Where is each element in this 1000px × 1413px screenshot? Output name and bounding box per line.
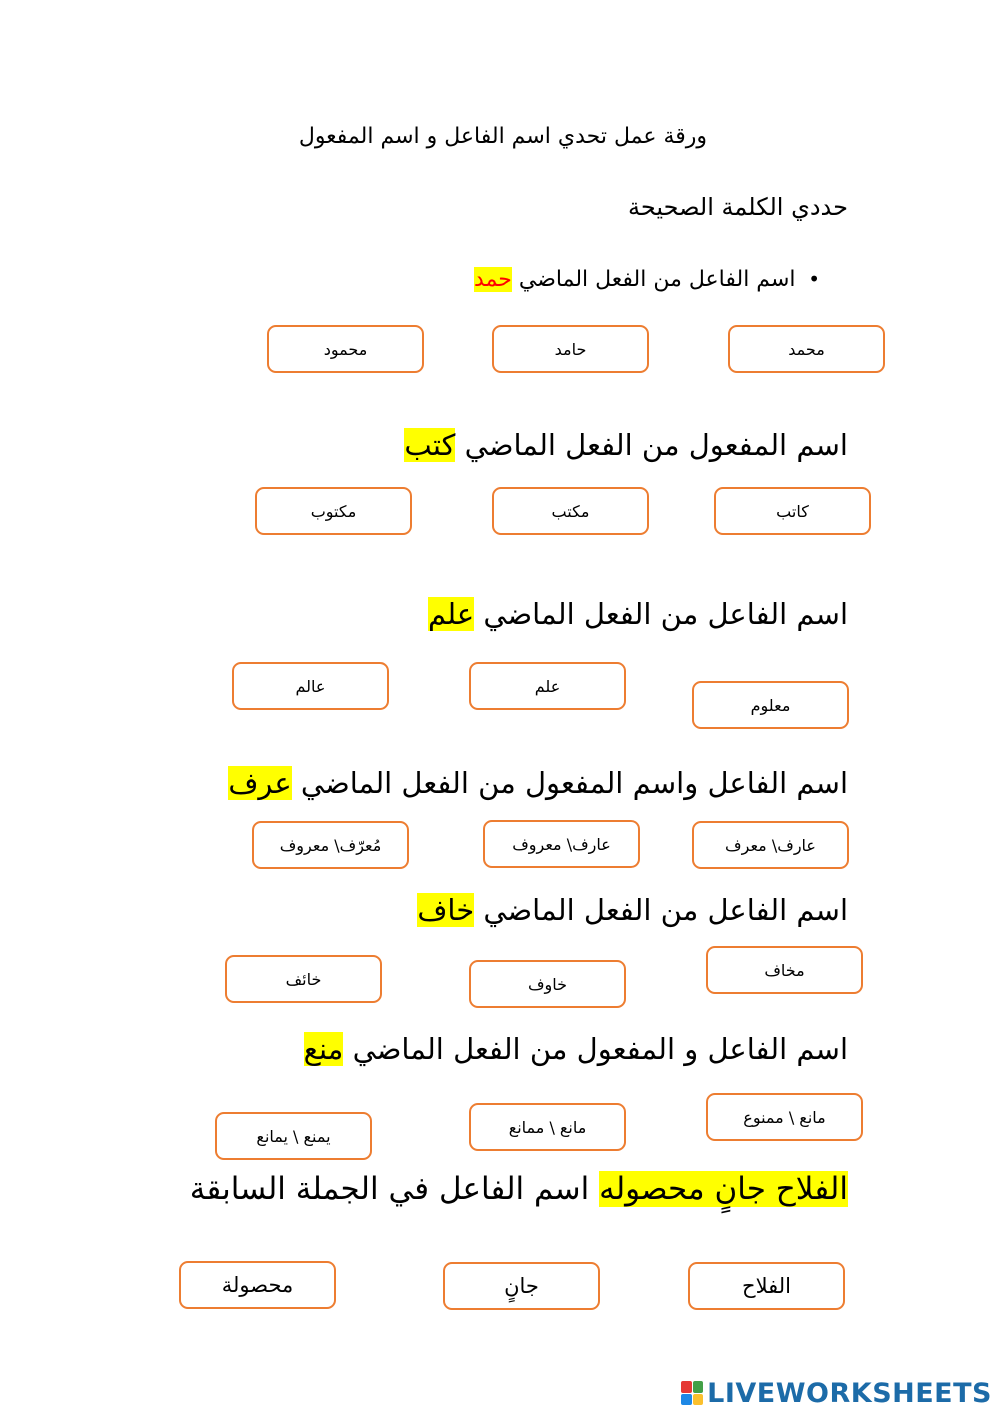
q6-option-1[interactable] xyxy=(706,1093,863,1141)
q2-option-2[interactable] xyxy=(492,487,649,535)
q3-option-2[interactable] xyxy=(469,662,626,710)
question-4-verb: عرف xyxy=(228,766,292,800)
q7-option-1[interactable] xyxy=(688,1262,845,1310)
option-label: عارف\ معرف xyxy=(725,835,816,855)
q1-option-1[interactable] xyxy=(728,325,885,373)
instruction-text: حددي الكلمة الصحيحة xyxy=(628,193,848,221)
option-label: خاوف xyxy=(527,974,568,994)
question-4 xyxy=(228,763,848,803)
question-1 xyxy=(474,262,820,297)
option-label: محمد xyxy=(788,339,825,359)
q6-option-2[interactable] xyxy=(469,1103,626,1151)
option-label: مانع \ ممنوع xyxy=(743,1107,826,1127)
option-label: جانٍ xyxy=(504,1274,539,1298)
q4-option-1[interactable] xyxy=(692,821,849,869)
q6-option-3[interactable] xyxy=(215,1112,372,1160)
option-label: محصولة xyxy=(221,1273,294,1297)
q2-option-1[interactable] xyxy=(714,487,871,535)
option-label: يمنع \ يمانع xyxy=(256,1126,331,1146)
brand-name: LIVEWORKSHEETS xyxy=(707,1377,992,1409)
liveworksheets-logo-icon xyxy=(681,1381,703,1405)
option-label: عالم xyxy=(295,676,326,696)
q5-option-3[interactable] xyxy=(225,955,382,1003)
worksheet-title: ورقة عمل تحدي اسم الفاعل و اسم المفعول xyxy=(298,124,707,149)
q5-option-2[interactable] xyxy=(469,960,626,1008)
bullet-icon: • xyxy=(795,267,820,291)
option-label: حامد xyxy=(554,339,587,359)
question-4-text: اسم الفاعل واسم المفعول من الفعل الماضي xyxy=(291,766,848,800)
option-label: محمود xyxy=(323,339,368,359)
question-1-verb: حمد xyxy=(474,267,512,292)
option-label: علم xyxy=(534,676,561,696)
option-label: عارف\ معروف xyxy=(512,834,611,854)
option-label: مُعرّف\ معروف xyxy=(279,835,382,855)
q4-option-2[interactable] xyxy=(483,820,640,868)
question-3-verb: علم xyxy=(427,597,475,631)
q2-option-3[interactable] xyxy=(255,487,412,535)
q3-option-3[interactable] xyxy=(232,662,389,710)
question-2-text: اسم المفعول من الفعل الماضي xyxy=(455,428,848,462)
option-label: معلوم xyxy=(750,695,791,715)
q7-option-2[interactable] xyxy=(443,1262,600,1310)
option-label: الفلاح xyxy=(742,1274,791,1298)
question-1-text: اسم الفاعل من الفعل الماضي xyxy=(511,267,796,292)
question-6-text: اسم الفاعل و المفعول من الفعل الماضي xyxy=(343,1032,848,1066)
question-3-text: اسم الفاعل من الفعل الماضي xyxy=(474,597,848,631)
option-label: كاتب xyxy=(776,501,809,521)
question-3 xyxy=(428,594,848,634)
q1-option-2[interactable] xyxy=(492,325,649,373)
q4-option-3[interactable] xyxy=(252,821,409,869)
question-5-text: اسم الفاعل من الفعل الماضي xyxy=(474,893,848,927)
question-6 xyxy=(304,1029,848,1069)
question-2-verb: كتب xyxy=(404,428,456,462)
option-label: مانع \ ممانع xyxy=(508,1117,587,1137)
question-7 xyxy=(190,1166,848,1212)
question-7-sentence: الفلاح جانٍ محصوله xyxy=(599,1171,848,1207)
question-5-verb: خاف xyxy=(417,893,475,927)
option-label: خائف xyxy=(285,969,322,989)
q7-option-3[interactable] xyxy=(179,1261,336,1309)
q5-option-1[interactable] xyxy=(706,946,863,994)
option-label: مخاف xyxy=(764,960,805,980)
q3-option-1[interactable] xyxy=(692,681,849,729)
question-6-verb: منع xyxy=(303,1032,344,1066)
q1-option-3[interactable] xyxy=(267,325,424,373)
liveworksheets-brand[interactable] xyxy=(681,1378,992,1408)
question-7-text: اسم الفاعل في الجملة السابقة xyxy=(189,1171,600,1207)
question-5 xyxy=(417,890,848,930)
option-label: مكتوب xyxy=(310,501,357,521)
option-label: مكتب xyxy=(551,501,590,521)
question-2 xyxy=(404,425,848,465)
